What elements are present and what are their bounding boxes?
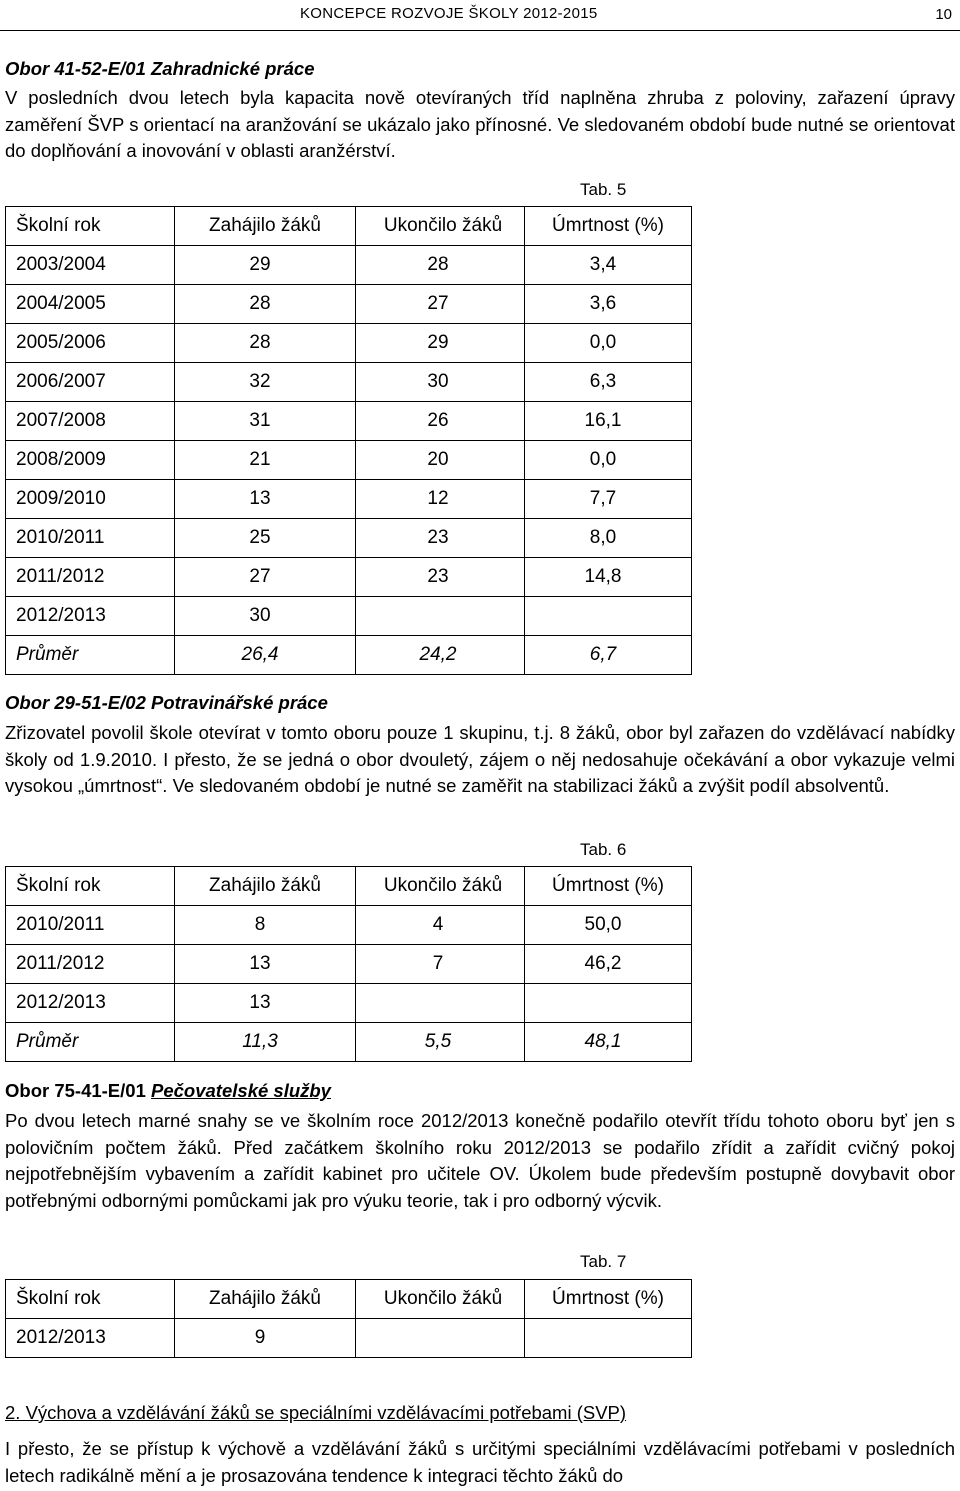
table-cell: 2005/2006 xyxy=(6,324,175,363)
table-cell xyxy=(525,984,692,1023)
table-cell: 13 xyxy=(175,945,356,984)
table-cell: 25 xyxy=(175,519,356,558)
table-cell: Úmrtnost (%) xyxy=(525,207,692,246)
table-cell: 11,3 xyxy=(175,1023,356,1062)
table-cell xyxy=(356,984,525,1023)
table-cell: 16,1 xyxy=(525,402,692,441)
table-cell: 2012/2013 xyxy=(6,597,175,636)
table-row xyxy=(6,285,692,324)
table-cell: 8 xyxy=(175,906,356,945)
table-cell: 29 xyxy=(175,246,356,285)
table-label-6: Tab. 6 xyxy=(580,840,627,859)
table-cell xyxy=(356,597,525,636)
section-heading-text: Obor 29-51-E/02 Potravinářské práce xyxy=(5,692,328,713)
table-cell: 28 xyxy=(175,285,356,324)
table-cell: Školní rok xyxy=(6,1280,175,1319)
table-cell: 2011/2012 xyxy=(6,945,175,984)
table-pecovatelske xyxy=(5,1279,692,1358)
table-header-row xyxy=(6,1280,692,1319)
table-cell: 2006/2007 xyxy=(6,363,175,402)
table-row xyxy=(6,324,692,363)
table-row xyxy=(6,402,692,441)
table-cell: Školní rok xyxy=(6,867,175,906)
table-row xyxy=(6,984,692,1023)
table-cell xyxy=(525,1319,692,1358)
table-row xyxy=(6,945,692,984)
table-cell: 0,0 xyxy=(525,324,692,363)
table-row xyxy=(6,906,692,945)
table-row xyxy=(6,558,692,597)
table-cell: 26,4 xyxy=(175,636,356,675)
table-cell: 0,0 xyxy=(525,441,692,480)
table-cell: 26 xyxy=(356,402,525,441)
table-cell: Ukončilo žáků xyxy=(356,207,525,246)
table-cell: 2007/2008 xyxy=(6,402,175,441)
table-cell: Školní rok xyxy=(6,207,175,246)
page-header xyxy=(0,0,960,31)
table-cell: 2011/2012 xyxy=(6,558,175,597)
table-cell: 2003/2004 xyxy=(6,246,175,285)
table-cell: Zahájilo žáků xyxy=(175,867,356,906)
table-cell: 24,2 xyxy=(356,636,525,675)
table-cell: 2012/2013 xyxy=(6,984,175,1023)
table-row xyxy=(6,246,692,285)
table-cell: 23 xyxy=(356,558,525,597)
table-cell: 2010/2011 xyxy=(6,906,175,945)
table-cell: 4 xyxy=(356,906,525,945)
table-header-row xyxy=(6,207,692,246)
table-cell: 7 xyxy=(356,945,525,984)
table-average-row xyxy=(6,636,692,675)
table-cell: Průměr xyxy=(6,636,175,675)
table-cell: Zahájilo žáků xyxy=(175,1280,356,1319)
table-cell: Úmrtnost (%) xyxy=(525,1280,692,1319)
table-cell: 13 xyxy=(175,984,356,1023)
section-paragraph-potravinarske: Zřizovatel povolil škole otevírat v tomto oboru pouze 1 skupinu, t.j. 8 žáků, obor byl zařazen do vzdělávací nabídky školy od 1.9.2010. I přesto, že se jedná o obor dvouletý, zájem o něj nedosahuje očekávání a obor vykazuje velmi vysokou „úmrtnost“. Ve sledovaném období je nutné se zaměřit na stabilizaci žáků a zvýšit podíl absolventů. xyxy=(5,722,955,796)
page-number: 10 xyxy=(935,6,952,23)
table-cell: 32 xyxy=(175,363,356,402)
table-cell: 2004/2005 xyxy=(6,285,175,324)
table-cell: 48,1 xyxy=(525,1023,692,1062)
table-cell xyxy=(356,1319,525,1358)
table-cell: 2009/2010 xyxy=(6,480,175,519)
table-row xyxy=(6,597,692,636)
table-row xyxy=(6,480,692,519)
table-row xyxy=(6,1319,692,1358)
section-heading-potravinarske xyxy=(5,692,328,714)
table-cell: 20 xyxy=(356,441,525,480)
section-heading-prefix: Obor 75-41-E/01 xyxy=(5,1080,146,1101)
section-heading-rest: Pečovatelské služby xyxy=(151,1080,331,1101)
document-title: KONCEPCE ROZVOJE ŠKOLY 2012-2015 xyxy=(300,5,598,22)
table-cell: 23 xyxy=(356,519,525,558)
table-cell: Zahájilo žáků xyxy=(175,207,356,246)
table-cell: 12 xyxy=(356,480,525,519)
table-cell: 14,8 xyxy=(525,558,692,597)
table-average-row xyxy=(6,1023,692,1062)
section-paragraph-zahradnicke: V posledních dvou letech byla kapacita nově otevíraných tříd naplněna zhruba z poloviny, zařazení úpravy zaměření ŠVP s orientací na aranžování se ukázalo jako přínosné. Ve sledovaném období bude nutné se orientovat do doplňování a inovování v oblasti aranžérství. xyxy=(5,87,955,161)
table-cell: 2012/2013 xyxy=(6,1319,175,1358)
table-cell: 29 xyxy=(356,324,525,363)
table-cell: 6,7 xyxy=(525,636,692,675)
table-header-row xyxy=(6,867,692,906)
table-cell: 2008/2009 xyxy=(6,441,175,480)
table-cell: 13 xyxy=(175,480,356,519)
table-cell: 28 xyxy=(356,246,525,285)
chapter-paragraph-svp: I přesto, že se přístup k výchově a vzdělávání žáků s určitými speciálními vzdělávacími potřebami v posledních letech radikálně mění a je prosazována tendence k integraci těchto žáků do xyxy=(5,1438,955,1486)
table-cell: Průměr xyxy=(6,1023,175,1062)
table-cell: 30 xyxy=(356,363,525,402)
table-cell: 7,7 xyxy=(525,480,692,519)
table-cell: 9 xyxy=(175,1319,356,1358)
table-cell: 5,5 xyxy=(356,1023,525,1062)
table-cell: 3,6 xyxy=(525,285,692,324)
table-cell: 27 xyxy=(175,558,356,597)
table-cell: 31 xyxy=(175,402,356,441)
chapter-heading-svp: 2. Výchova a vzdělávání žáků se speciálními vzdělávacími potřebami (SVP) xyxy=(5,1402,627,1423)
table-cell: Ukončilo žáků xyxy=(356,1280,525,1319)
table-cell: 8,0 xyxy=(525,519,692,558)
table-zahradnicke xyxy=(5,206,692,675)
table-cell: 30 xyxy=(175,597,356,636)
table-cell: 46,2 xyxy=(525,945,692,984)
table-label-7: Tab. 7 xyxy=(580,1252,627,1271)
table-row xyxy=(6,363,692,402)
section-paragraph-pecovatelske: Po dvou letech marné snahy se ve školním roce 2012/2013 konečně podařilo otevřít třídu tohoto oboru byť jen s polovičním počtem žáků. Před začátkem školního roku 2012/2013 se podařilo zřídit a zařídit cvičný pokoj nejpotřebnějším vybavením a zařídit kabinet pro učitele OV. Úkolem bude především postupně dovybavit obor potřebnými odbornými pomůckami jak pro výuku teorie, tak i pro odborný výcvik. xyxy=(5,1110,955,1211)
table-cell: 28 xyxy=(175,324,356,363)
table-cell: 27 xyxy=(356,285,525,324)
table-cell xyxy=(525,597,692,636)
table-cell: Ukončilo žáků xyxy=(356,867,525,906)
section-heading-zahradnicke: Obor 41-52-E/01 Zahradnické práce xyxy=(5,58,315,79)
table-cell: 50,0 xyxy=(525,906,692,945)
section-heading-pecovatelske xyxy=(5,1080,331,1102)
table-potravinarske xyxy=(5,866,692,1062)
table-cell: 6,3 xyxy=(525,363,692,402)
table-label-5: Tab. 5 xyxy=(580,180,627,199)
table-row xyxy=(6,441,692,480)
table-cell: 2010/2011 xyxy=(6,519,175,558)
table-cell: 3,4 xyxy=(525,246,692,285)
table-cell: Úmrtnost (%) xyxy=(525,867,692,906)
table-row xyxy=(6,519,692,558)
table-cell: 21 xyxy=(175,441,356,480)
